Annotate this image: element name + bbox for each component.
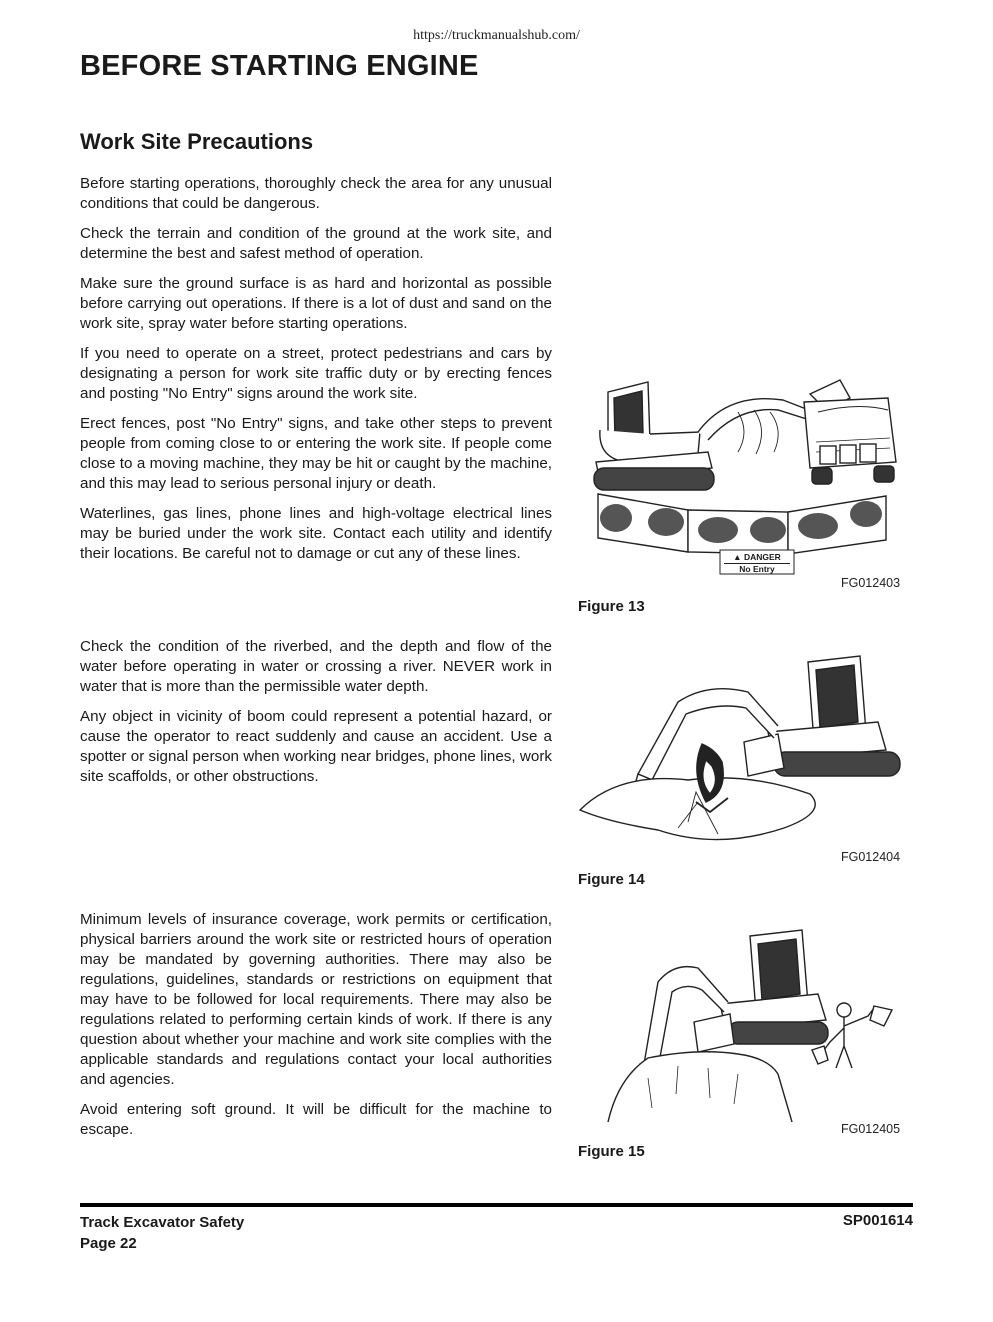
paragraph: If you need to operate on a street, protect pedestrians and cars by designating a person for work site traffic duty or by erecting fences and posting "No Entry" signs around the work site. (80, 345, 552, 402)
warning-triangle-icon: ▲ (733, 552, 742, 562)
page-title: BEFORE STARTING ENGINE (80, 50, 479, 82)
figure-13-illustration (578, 372, 908, 582)
danger-sign (724, 552, 790, 562)
figure-15-code: FG012405 (841, 1122, 901, 1136)
text-column-top (80, 174, 552, 574)
figure-15-caption: Figure 15 (578, 1143, 645, 1160)
figure-14-caption: Figure 14 (578, 871, 645, 888)
paragraph: Make sure the ground surface is as hard and horizontal as possible before carrying out operations. If there is a lot of dust and sand on the work site, spray water before starting operations. (80, 275, 552, 332)
figure-14-illustration (578, 652, 908, 852)
footer-page-number: Page 22 (80, 1235, 137, 1252)
source-url: https://truckmanualshub.com/ (413, 28, 580, 43)
footer-title: Track Excavator Safety (80, 1214, 245, 1231)
danger-sign-label: DANGER (743, 552, 781, 562)
paragraph: Avoid entering soft ground. It will be difficult for the machine to escape. (80, 1101, 552, 1138)
figure-15-illustration (578, 918, 908, 1122)
paragraph: Any object in vicinity of boom could represent a potential hazard, or cause the operator to react suddenly and cause an accident. Use a spotter or signal person when working near bridges, phone lines, work site scaffolds, or other obstructions. (80, 708, 552, 785)
figure-13-caption: Figure 13 (578, 598, 645, 615)
figure-14-code: FG012404 (841, 850, 901, 864)
footer-left (80, 1212, 244, 1254)
section-title: Work Site Precautions (80, 129, 314, 154)
text-column-bottom (80, 910, 552, 1150)
no-entry-label: No Entry (724, 563, 790, 574)
footer-doc-id: SP001614 (842, 1212, 913, 1229)
paragraph: Erect fences, post "No Entry" signs, and take other steps to prevent people from coming close to or entering the work site. If people come close to a moving machine, they may be hit or caught by the machine, and this may lead to serious personal injury or death. (80, 415, 552, 492)
paragraph: Check the condition of the riverbed, and the depth and flow of the water before operating in water or crossing a river. NEVER work in water that is more than the permissible water depth. (80, 638, 552, 695)
paragraph: Before starting operations, thoroughly check the area for any unusual conditions that could be dangerous. (80, 175, 552, 212)
paragraph: Minimum levels of insurance coverage, work permits or certification, physical barriers around the work site or restricted hours of operation may be mandated by governing authorities. There may also be regulations, guidelines, standards or restrictions on equipment that may have to be followed for local requirements. There may also be regulations related to performing certain kinds of work. If there is any question about whether your machine and work site complies with the applicable standards and regulations contact your local authorities and agencies. (80, 911, 552, 1088)
excavator-spotter-illustration (578, 918, 908, 1122)
paragraph: Check the terrain and condition of the ground at the work site, and determine the best and safest method of operation. (80, 225, 552, 262)
footer-rule (80, 1203, 913, 1207)
excavator-truck-fence-illustration (578, 372, 908, 582)
text-column-middle (80, 637, 552, 797)
figure-13-code: FG012403 (841, 576, 901, 590)
paragraph: Waterlines, gas lines, phone lines and high-voltage electrical lines may be buried under the work site. Contact each utility and identify their locations. Be careful not to damage or cut any of these lines. (80, 505, 552, 562)
excavator-fire-hazard-illustration (578, 652, 908, 852)
